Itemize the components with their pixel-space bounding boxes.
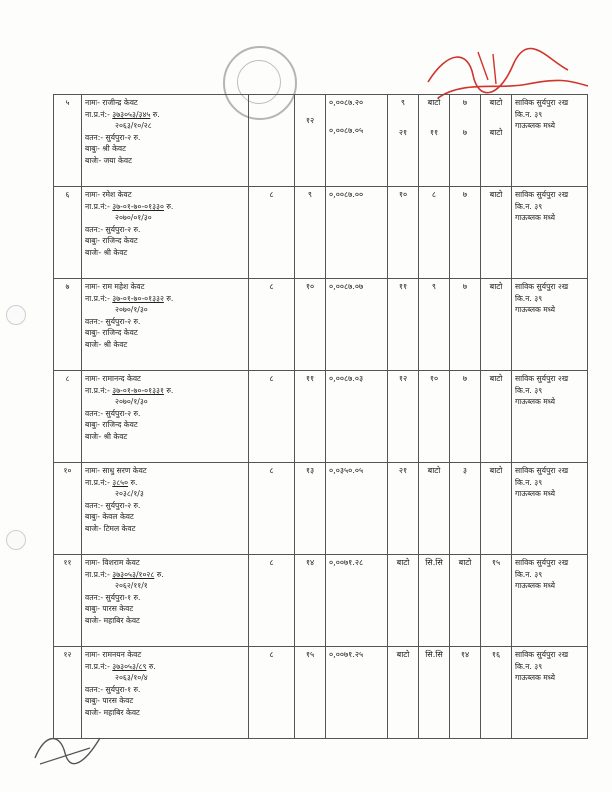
sheet-number: ८ [249, 371, 295, 463]
boundary-north: ७ ७ [450, 95, 481, 187]
grandfather-name: बाजेः- महाबिर केवट [85, 615, 140, 625]
table-row [54, 187, 588, 279]
remarks-cell: साविक सुर्यपुरा २ख कि.न. ३९ गाऊब्लक मध्ये [512, 463, 588, 555]
grandfather-name: बाजेः- श्री केवट [85, 431, 128, 441]
grandfather-name: बाजेः- जया केवट [85, 155, 132, 165]
father-name: बाबुः- राजिन्द केवट [85, 420, 138, 429]
boundary-east: बाटो [388, 647, 419, 739]
issue-date: २०६२/११/१ [115, 581, 148, 590]
owner-name: नामः- रामानन्द केवट [85, 374, 141, 383]
serial-number: ८ [54, 371, 82, 463]
table-row [54, 279, 588, 371]
issue-date: २०६३/१०/४ [115, 673, 148, 682]
grandfather-name: बाजेः- महाबिर केवट [85, 707, 140, 717]
address: वतन:- सुर्यपुरा-२ रु. [85, 500, 141, 510]
issue-date: २०७०/१/३० [115, 397, 148, 406]
owner-name: नामः- राम महेश केवट [85, 282, 145, 291]
grandfather-name: बाजेः- श्री केवट [85, 247, 128, 257]
citizenship-number: ना.प्र.नं:- ३७३०५३/३४५ रु. [85, 109, 160, 119]
owner-details-cell [82, 371, 249, 463]
boundary-south: बाटो [481, 187, 512, 279]
boundary-north: ७ [450, 187, 481, 279]
plot-number: ९ [295, 187, 326, 279]
plot-number: १२ [295, 95, 326, 187]
address: वतन:- सुर्यपुरा-२ रु. [85, 132, 141, 142]
boundary-east: १२ [388, 371, 419, 463]
citizenship-number: ना.प्र.नं:- ३७३०५३/१०२८ रु. [85, 569, 164, 579]
table-row [54, 463, 588, 555]
address: वतन:- सुर्यपुरा-२ रु. [85, 316, 141, 326]
owner-details-cell [82, 647, 249, 739]
citizenship-number: ना.प्र.नं:- ३७-०१-७०-०१३३२ रु. [85, 293, 174, 303]
area-value: ०,००८७.२० ०,००८७.०५ [326, 95, 388, 187]
father-name: बाबुः- पारस केवट [85, 604, 134, 613]
boundary-north: १४ [450, 647, 481, 739]
boundary-west: बाटो [419, 463, 450, 555]
serial-number: ११ [54, 555, 82, 647]
owner-details-cell [82, 95, 249, 187]
father-name: बाबुः- राजिन्द केवट [85, 328, 138, 337]
boundary-east: बाटो [388, 555, 419, 647]
boundary-east: २१ [388, 463, 419, 555]
table-row [54, 371, 588, 463]
area-value: ०,०३५०.०५ [326, 463, 388, 555]
boundary-west: बाटो ११ [419, 95, 450, 187]
serial-number: ७ [54, 279, 82, 371]
plot-number: १० [295, 279, 326, 371]
boundary-north: ३ [450, 463, 481, 555]
plot-number: १३ [295, 463, 326, 555]
sheet-number [249, 95, 295, 187]
boundary-north: ७ [450, 371, 481, 463]
remarks-cell: साविक सुर्यपुरा २ख कि.न. ३९ गाऊब्लक मध्ये [512, 187, 588, 279]
boundary-south: बाटो [481, 371, 512, 463]
boundary-west: ८ [419, 187, 450, 279]
grandfather-name: बाजेः- टिमल केवट [85, 523, 136, 533]
area-value: ०,००८७.०० [326, 187, 388, 279]
sheet-number: ८ [249, 555, 295, 647]
plot-number: ११ [295, 371, 326, 463]
remarks-cell: साविक सुर्यपुरा २ख कि.न. ३९ गाऊब्लक मध्ये [512, 647, 588, 739]
sheet-number: ८ [249, 279, 295, 371]
serial-number: १२ [54, 647, 82, 739]
grandfather-name: बाजेः- श्री केवट [85, 339, 128, 349]
area-value: ०,००७१.२५ [326, 647, 388, 739]
citizenship-number: ना.प्र.नं:- ३७-०१-७०-०१३३० रु. [85, 201, 174, 211]
issue-date: २०७०/०१/३० [115, 213, 152, 222]
land-record-table [53, 94, 588, 739]
boundary-west: १० [419, 371, 450, 463]
father-name: बाबुः- पारस केवट [85, 696, 134, 705]
boundary-east: ९ २१ [388, 95, 419, 187]
table-row [54, 555, 588, 647]
boundary-west: ९ [419, 279, 450, 371]
boundary-south: बाटो [481, 463, 512, 555]
remarks-cell: साविक सुर्यपुरा २ख कि.न. ३९ गाऊब्लक मध्ये [512, 95, 588, 187]
citizenship-number: ना.प्र.नं:- ३८५० रु. [85, 477, 138, 487]
owner-name: नामः- विशराम केवट [85, 558, 140, 567]
serial-number: १० [54, 463, 82, 555]
table-row [54, 95, 588, 187]
punch-hole-top [6, 305, 26, 325]
boundary-south: १५ [481, 555, 512, 647]
owner-details-cell [82, 279, 249, 371]
owner-name: नामः- रमेश केवट [85, 190, 132, 199]
serial-number: ६ [54, 187, 82, 279]
area-value: ०,००८७.०७ [326, 279, 388, 371]
remarks-cell: साविक सुर्यपुरा २ख कि.न. ३९ गाऊब्लक मध्ये [512, 555, 588, 647]
punch-hole-bottom [6, 530, 26, 550]
owner-name: नामः- रामनयन केवट [85, 650, 142, 659]
owner-details-cell [82, 555, 249, 647]
sheet-number: ८ [249, 463, 295, 555]
address: वतन:- सुर्यपुरा-१ रु. [85, 592, 141, 602]
issue-date: २०६३/१०/२८ [115, 121, 152, 130]
owner-name: नामः- साधु सरण केवट [85, 466, 147, 475]
father-name: बाबुः- श्री केवट [85, 144, 126, 153]
table-row [54, 647, 588, 739]
address: वतन:- सुर्यपुरा-२ रु. [85, 224, 141, 234]
father-name: बाबुः- केवल केवट [85, 512, 134, 521]
remarks-cell: साविक सुर्यपुरा २ख कि.न. ३९ गाऊब्लक मध्ये [512, 279, 588, 371]
address: वतन:- सुर्यपुरा-२ रु. [85, 408, 141, 418]
boundary-east: ११ [388, 279, 419, 371]
boundary-south: बाटो [481, 279, 512, 371]
area-value: ०,००७१.२८ [326, 555, 388, 647]
citizenship-number: ना.प्र.नं:- ३७-०१-७०-०१३३१ रु. [85, 385, 174, 395]
boundary-south: १६ [481, 647, 512, 739]
sheet-number: ८ [249, 647, 295, 739]
boundary-west: सि.सि [419, 555, 450, 647]
citizenship-number: ना.प्र.नं:- ३७३०५३/८९ रु. [85, 661, 156, 671]
area-value: ०,००८७.०३ [326, 371, 388, 463]
issue-date: २०३८/१/३ [115, 489, 144, 498]
boundary-north: बाटो [450, 555, 481, 647]
boundary-east: १० [388, 187, 419, 279]
remarks-cell: साविक सुर्यपुरा २ख कि.न. ३९ गाऊब्लक मध्ये [512, 371, 588, 463]
plot-number: १५ [295, 647, 326, 739]
boundary-south: बाटो बाटो [481, 95, 512, 187]
address: वतन:- सुर्यपुरा-१ रु. [85, 684, 141, 694]
owner-details-cell [82, 187, 249, 279]
serial-number: ५ [54, 95, 82, 187]
owner-details-cell [82, 463, 249, 555]
boundary-west: सि.सि [419, 647, 450, 739]
issue-date: २०७०/१/३० [115, 305, 148, 314]
father-name: बाबुः- राजिन्द केवट [85, 236, 138, 245]
sheet-number: ८ [249, 187, 295, 279]
plot-number: १४ [295, 555, 326, 647]
owner-name: नामः- राजीन्द्र केवट [85, 98, 138, 107]
boundary-north: ७ [450, 279, 481, 371]
